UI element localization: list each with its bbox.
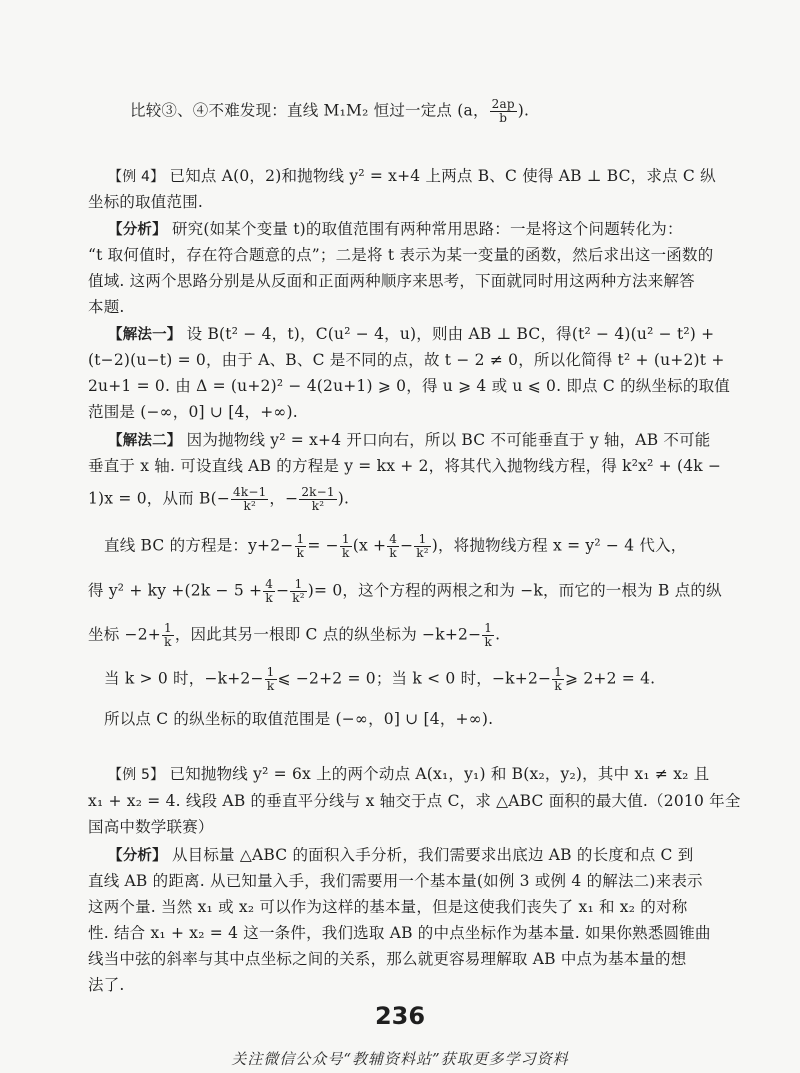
fraction: $\frac{1}{k}$: [554, 665, 563, 693]
text-line-with-fractions: 1)x = 0，从而 B(− $\frac{4k-1}{\text{k²}}$ ，− $\frac{2k-1}{\text{k²}}$ ).: [88, 485, 350, 513]
analysis-line-2: 【分析】 从目标量 △ABC 的面积入手分析，我们需要求出底边 AB 的长度和点 C 到: [108, 846, 694, 864]
fraction: $\frac{1}{k}$: [163, 621, 172, 649]
fraction: $\frac{2k-1}{\text{k²}}$: [301, 485, 335, 513]
text-line-with-fractions: 坐标 −2+ $\frac{1}{k}$ ，因此其另一根即 C 点的纵坐标为 −k+2− $\frac{1}{k}$ .: [88, 621, 501, 649]
text-line: x₁ + x₂ = 4. 线段 AB 的垂直平分线与 x 轴交于点 C，求 △ABC 面积的最大值.（2010 年全: [88, 792, 741, 810]
text-line: 所以点 C 的纵坐标的取值范围是 (−∞，0] ∪ [4，+∞).: [104, 710, 494, 728]
text-line: 坐标的取值范围.: [88, 193, 204, 211]
footer-note: 关注微信公众号“教辅资料站”获取更多学习资料: [231, 1050, 569, 1068]
text-line: 这两个量. 当然 x₁ 或 x₂ 可以作为这样的基本量，但是这使我们丧失了 x₁ 和 x₂ 的对称: [88, 898, 688, 916]
text-line: 直线 AB 的距离. 从已知量入手，我们需要用一个基本量(如例 3 或例 4 的解法二)来表示: [88, 872, 703, 890]
fraction: $\frac{1}{k}$: [484, 621, 493, 649]
text-line: 国高中数学联赛）: [88, 818, 214, 836]
text-line-with-fractions: 当 k > 0 时，−k+2− $\frac{1}{k}$ ⩽ −2+2 = 0；当 k < 0 时，−k+2− $\frac{1}{k}$ ⩾ 2+2 = 4.: [104, 665, 656, 693]
text-line: (t−2)(u−t) = 0，由于 A、B、C 是不同的点，故 t − 2 ≠ 0，所以化简得 t² + (u+2)t +: [88, 351, 725, 369]
text-line: 范围是 (−∞，0] ∪ [4，+∞).: [88, 403, 298, 421]
page-number: 236: [374, 1002, 426, 1030]
fraction: $\frac{1}{k}$: [266, 665, 275, 693]
fraction: $\frac{4k-1}{\text{k²}}$: [233, 485, 267, 513]
fraction: $\frac{1}{\text{k²}}$: [292, 577, 305, 605]
text-line: 垂直于 x 轴. 可设直线 AB 的方程是 y = kx + 2，将其代入抛物线方程，得 k²x² + (4k −: [88, 457, 722, 475]
text-line-with-fractions: 得 y² + ky +(2k − 5 + $\frac{4}{k}$ − $\frac{1}{\text{k²}}$ )= 0，这个方程的两根之和为 −k，而它的一根为 B 点的纵: [88, 577, 722, 605]
text-line: 值域. 这两个思路分别是从反面和正面两种顺序来思考，下面就同时用这两种方法来解答: [88, 272, 695, 290]
text-line: 本题.: [88, 298, 125, 316]
text-line-with-fractions: 直线 BC 的方程是：y+2− $\frac{1}{k}$ = − $\frac{1}{k}$ (x + $\frac{4}{k}$ − $\frac{1}{\text{k²}}$ )，将抛物线方程 x = y² − 4 代入，: [104, 532, 687, 560]
text-line: “t 取何值时，存在符合题意的点”；二是将 t 表示为某一变量的函数，然后求出这一函数的: [88, 246, 714, 264]
analysis-line-1: 【分析】 研究(如某个变量 t)的取值范围有两种常用思路：一是将这个问题转化为：: [108, 220, 683, 238]
example-5-line-1: 【例 5】 已知抛物线 y² = 6x 上的两个动点 A(x₁，y₁) 和 B(x₂，y₂)，其中 x₁ ≠ x₂ 且: [108, 765, 710, 783]
text-line: 2u+1 = 0. 由 Δ = (u+2)² − 4(2u+1) ⩾ 0，得 u ⩾ 4 或 u ⩽ 0. 即点 C 的纵坐标的取值: [88, 377, 730, 395]
text-line: 线当中弦的斜率与其中点坐标之间的关系，那么就更容易理解取 AB 中点为基本量的想: [88, 950, 687, 968]
fraction: $\frac{4}{k}$: [389, 532, 398, 560]
fraction: $\frac{2ap}{b}$: [491, 97, 515, 125]
fraction: $\frac{1}{\text{k²}}$: [416, 532, 429, 560]
fraction: $\frac{1}{k}$: [296, 532, 305, 560]
text-line: 比较③、④不难发现：直线 M₁M₂ 恒过一定点 (a， $\frac{2ap}{b}$ ).: [130, 97, 530, 125]
text-line: 性. 结合 x₁ + x₂ = 4 这一条件，我们选取 AB 的中点坐标作为基本量. 如果你熟悉圆锥曲: [88, 924, 711, 942]
example-4-line-1: 【例 4】 已知点 A(0，2)和抛物线 y² = x+4 上两点 B、C 使得 AB ⊥ BC，求点 C 纵: [108, 167, 716, 185]
solution-2-line-1: 【解法二】 因为抛物线 y² = x+4 开口向右，所以 BC 不可能垂直于 y 轴，AB 不可能: [108, 431, 711, 449]
text-line: 法了.: [88, 976, 125, 994]
fraction: $\frac{1}{k}$: [341, 532, 350, 560]
solution-1-line-1: 【解法一】 设 B(t² − 4，t)，C(u² − 4，u)，则由 AB ⊥ BC，得(t² − 4)(u² − t²) +: [108, 325, 715, 343]
fraction: $\frac{4}{k}$: [265, 577, 274, 605]
